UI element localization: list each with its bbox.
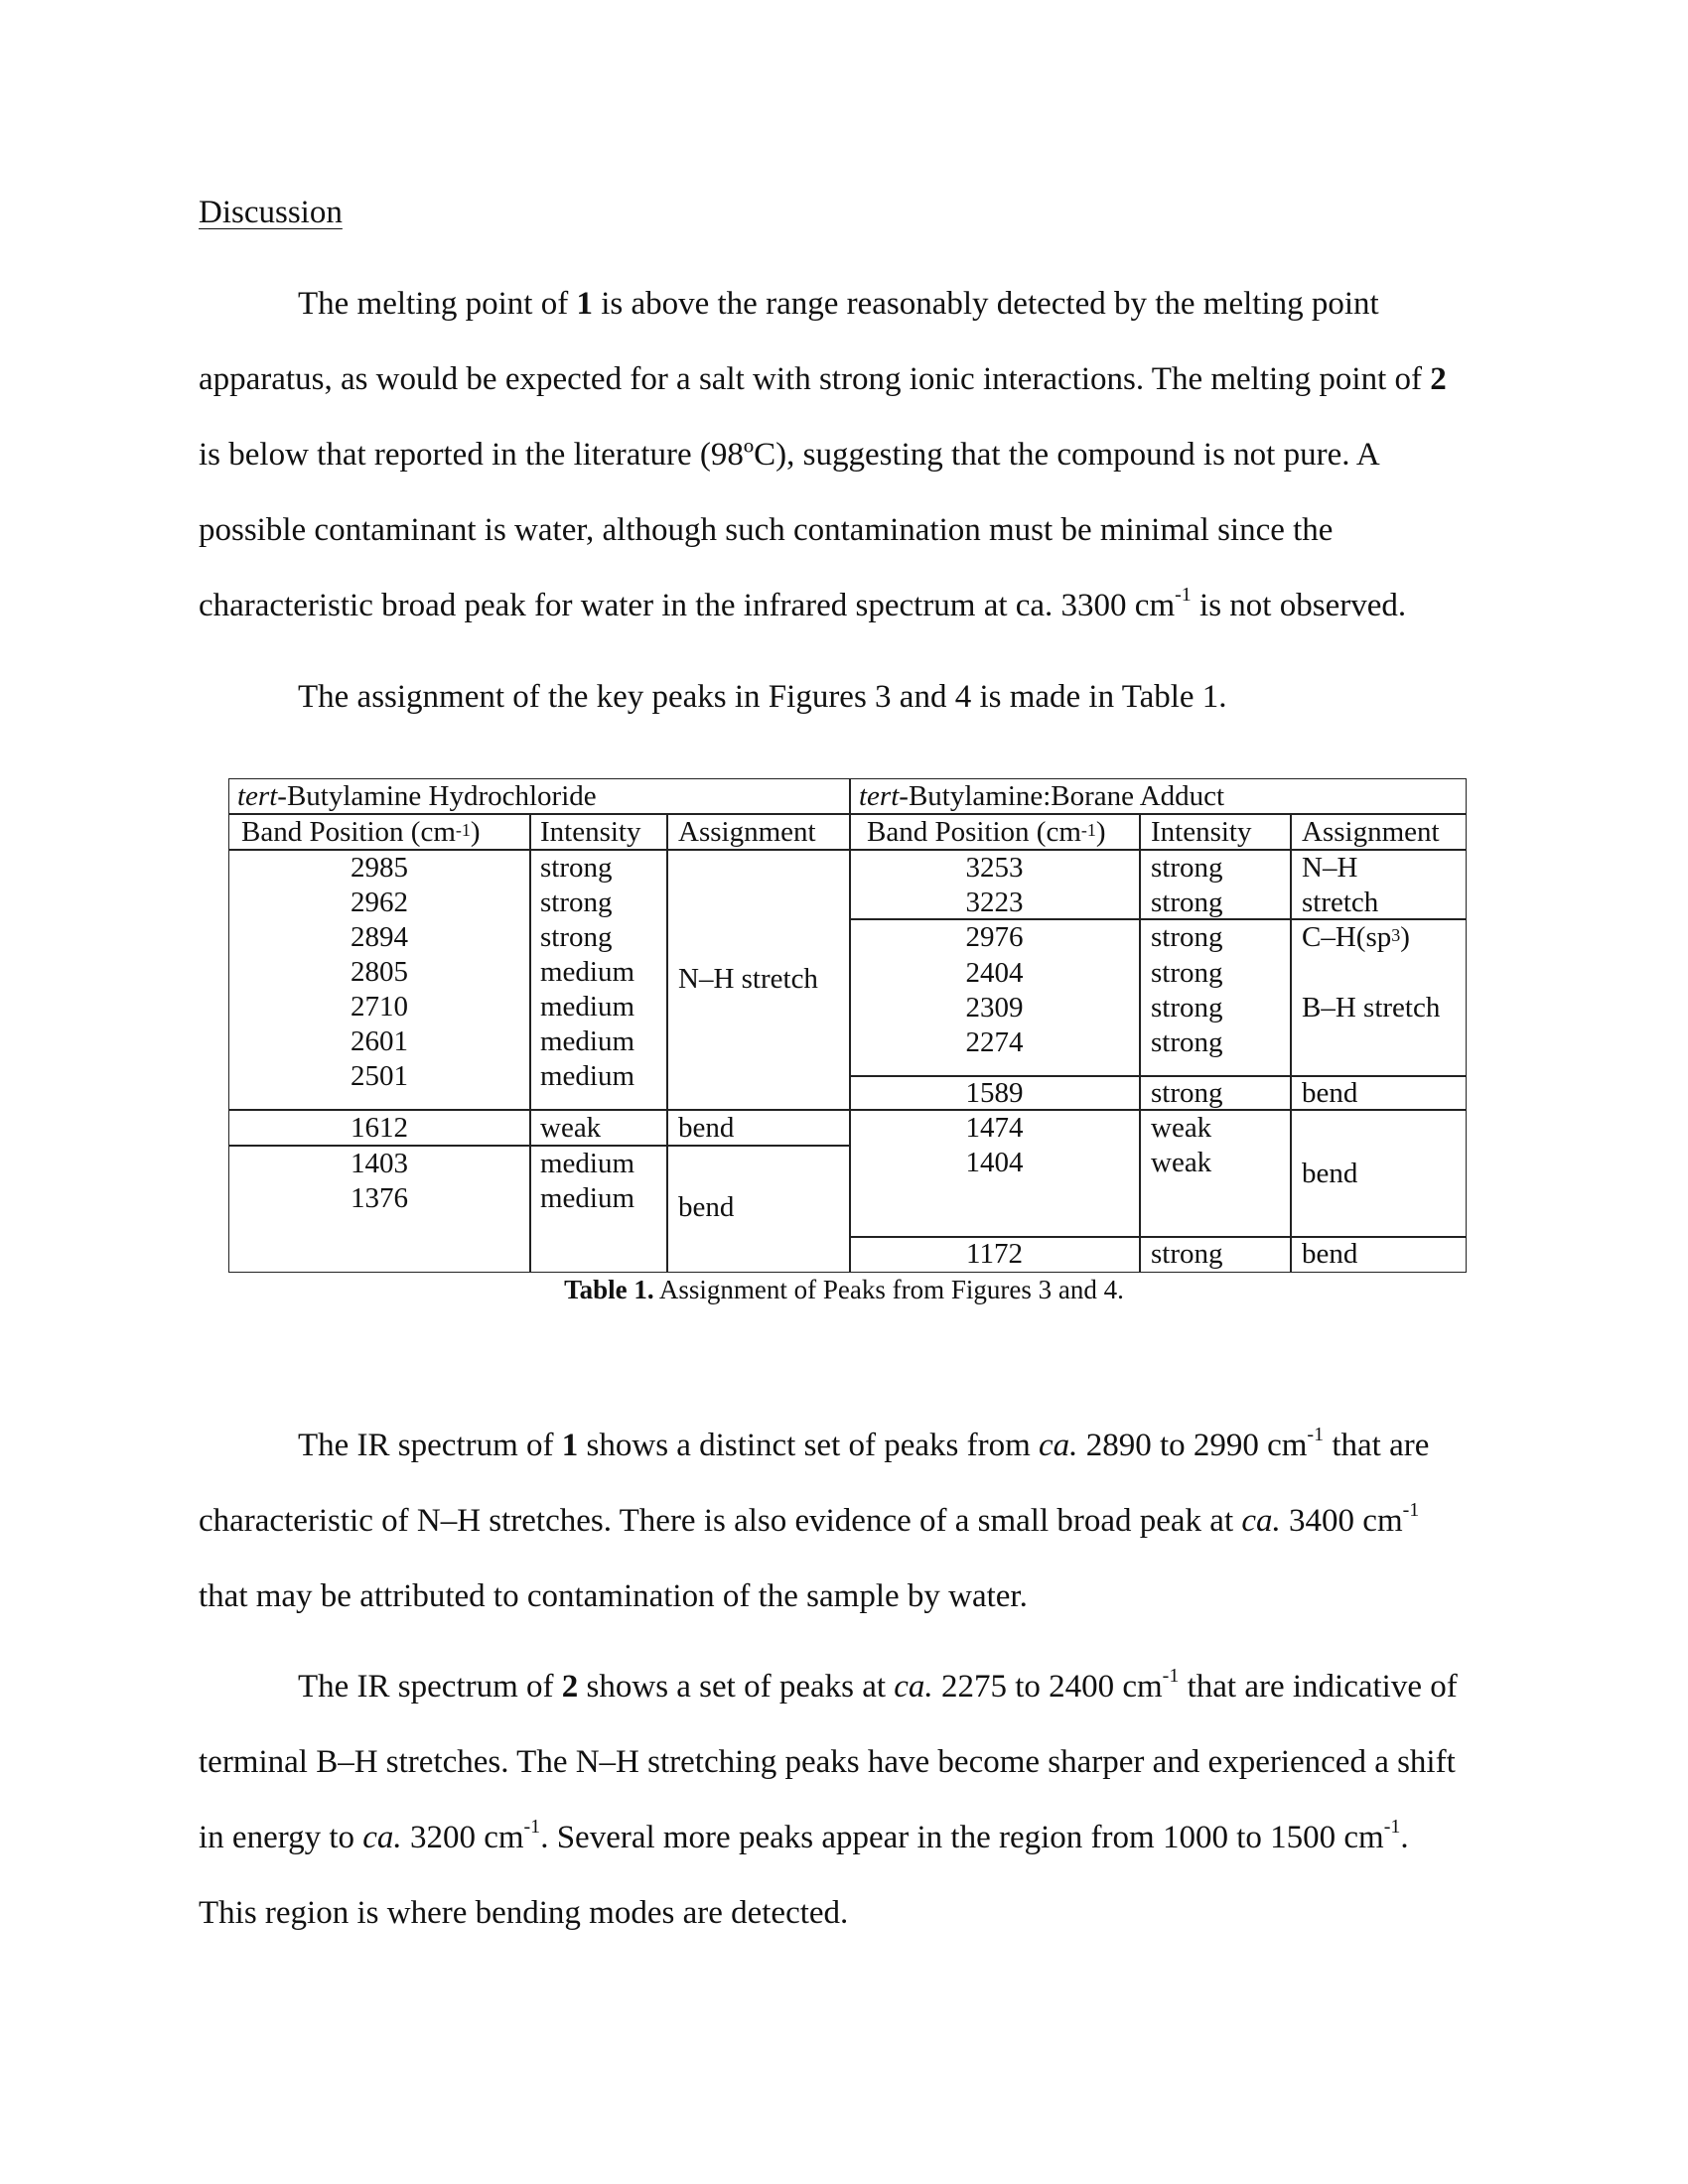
left-assignment-bend: bend bbox=[678, 1112, 735, 1144]
paragraph-1-line-3: is below that reported in the literature (98ºC), suggesting that the compound is not pure. A bbox=[199, 437, 1380, 473]
table-caption: Table 1. Assignment of Peaks from Figures 3 and 4. bbox=[564, 1275, 1124, 1304]
left-assignment-bend: bend bbox=[678, 1191, 735, 1223]
left-table-title: tert-Butylamine Hydrochloride bbox=[237, 780, 597, 812]
left-intensity: strong bbox=[540, 852, 613, 884]
right-intensity: strong bbox=[1151, 887, 1223, 918]
left-band-position-header: Band Position $(cm^{-1})$ bbox=[241, 816, 481, 848]
left-intensity: medium bbox=[540, 1148, 635, 1179]
right-intensity: weak bbox=[1151, 1147, 1212, 1178]
paragraph-3-line-2: characteristic of N–H stretches. There is also evidence of a small broad peak at ca. 3400 $cm^{-1}$ bbox=[199, 1499, 1420, 1539]
right-band: 3223 bbox=[965, 887, 1024, 918]
right-assignment-bend: bend bbox=[1302, 1238, 1358, 1270]
left-band: 2962 bbox=[351, 887, 408, 918]
paragraph-1-line-4: possible contaminant is water, although such contamination must be minimal since the bbox=[199, 512, 1334, 548]
right-intensity: strong bbox=[1151, 1077, 1223, 1109]
right-band: 2404 bbox=[965, 957, 1024, 989]
left-assignment-nh-stretch: N–H stretch bbox=[678, 963, 818, 995]
right-assignment-bend: bend bbox=[1302, 1077, 1358, 1109]
right-intensity: strong bbox=[1151, 992, 1223, 1024]
right-band: 1172 bbox=[966, 1238, 1023, 1270]
left-intensity: medium bbox=[540, 1182, 635, 1214]
section-heading: Discussion bbox=[199, 195, 343, 230]
right-band: 2309 bbox=[965, 992, 1024, 1024]
paragraph-1-line-5: characteristic broad peak for water in the infrared spectrum at ca. 3300 $cm^{-1}$ is not observed. bbox=[199, 584, 1407, 623]
left-band: 2501 bbox=[351, 1060, 408, 1092]
right-assignment-bh-stretch: B–H stretch bbox=[1302, 992, 1441, 1024]
right-intensity-header: Intensity bbox=[1151, 816, 1252, 848]
left-band: 2710 bbox=[351, 991, 408, 1023]
paragraph-3-line-1: The IR spectrum of 1 shows a distinct set of peaks from ca. 2890 to 2990 $cm^{-1}$ that are bbox=[298, 1424, 1430, 1463]
right-band: 2274 bbox=[965, 1026, 1024, 1058]
right-intensity: strong bbox=[1151, 957, 1223, 989]
paragraph-4-line-2: terminal B–H stretches. The N–H stretching peaks have become sharper and experienced a shift bbox=[199, 1744, 1456, 1780]
right-intensity: strong bbox=[1151, 1026, 1223, 1058]
paragraph-2: The assignment of the key peaks in Figures 3 and 4 is made in Table 1. bbox=[298, 679, 1227, 715]
right-intensity: weak bbox=[1151, 1112, 1212, 1144]
left-intensity: medium bbox=[540, 1060, 635, 1092]
right-intensity: strong bbox=[1151, 1238, 1223, 1270]
left-intensity: medium bbox=[540, 1025, 635, 1057]
left-band: 1403 bbox=[351, 1148, 408, 1179]
right-assignment-ch-sp3: $C-H(sp^3)$ bbox=[1302, 921, 1410, 953]
right-band: 1474 bbox=[965, 1112, 1024, 1144]
paragraph-4-line-1: The IR spectrum of 2 shows a set of peaks at ca. 2275 to 2400 $cm^{-1}$ that are indicative of bbox=[298, 1665, 1458, 1705]
right-band-position-header: Band Position $(cm^{-1})$ bbox=[867, 816, 1106, 848]
right-assignment-nh-stretch-2: stretch bbox=[1302, 887, 1379, 918]
right-band: 1404 bbox=[965, 1147, 1024, 1178]
left-band: 1376 bbox=[351, 1182, 408, 1214]
left-band: 2894 bbox=[351, 921, 408, 953]
right-table-title: tert-Butylamine:Borane Adduct bbox=[859, 780, 1225, 812]
left-intensity-header: Intensity bbox=[540, 816, 641, 848]
left-intensity: weak bbox=[540, 1112, 602, 1144]
left-band: 2985 bbox=[351, 852, 408, 884]
left-assignment-header: Assignment bbox=[678, 816, 816, 848]
left-intensity: medium bbox=[540, 956, 635, 988]
left-band: 1612 bbox=[351, 1112, 408, 1144]
left-intensity: medium bbox=[540, 991, 635, 1023]
right-band: 2976 bbox=[965, 921, 1024, 953]
paragraph-4-line-3: in energy to ca. 3200 $cm^{-1}$. Several more peaks appear in the region from 1000 to 1500 $cm^{-1}$. bbox=[199, 1816, 1409, 1855]
paragraph-3-line-3: that may be attributed to contamination of the sample by water. bbox=[199, 1578, 1028, 1614]
left-band: 2805 bbox=[351, 956, 408, 988]
right-band: 3253 bbox=[965, 852, 1024, 884]
right-intensity: strong bbox=[1151, 852, 1223, 884]
right-assignment-header: Assignment bbox=[1302, 816, 1440, 848]
right-assignment-nh-stretch: N–H bbox=[1302, 852, 1358, 884]
left-intensity: strong bbox=[540, 921, 613, 953]
paragraph-4-line-4: This region is where bending modes are detected. bbox=[199, 1895, 849, 1931]
peak-assignment-table bbox=[228, 778, 1467, 1273]
right-assignment-bend: bend bbox=[1302, 1158, 1358, 1189]
left-band: 2601 bbox=[351, 1025, 408, 1057]
paragraph-1-line-1: The melting point of 1 is above the range reasonably detected by the melting point bbox=[298, 286, 1379, 322]
right-band: 1589 bbox=[965, 1077, 1024, 1109]
left-intensity: strong bbox=[540, 887, 613, 918]
paragraph-1-line-2: apparatus, as would be expected for a salt with strong ionic interactions. The melting point of 2 bbox=[199, 361, 1447, 397]
right-intensity: strong bbox=[1151, 921, 1223, 953]
